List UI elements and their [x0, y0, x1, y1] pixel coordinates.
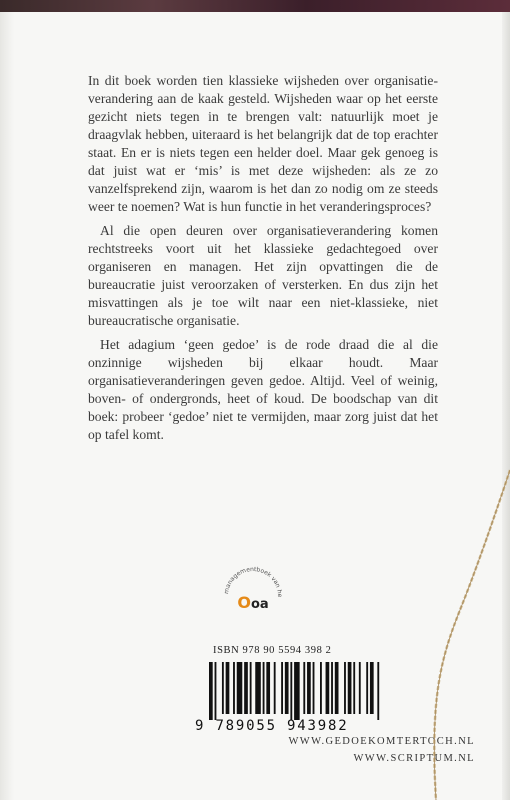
barcode-bar: [377, 662, 379, 720]
barcode-bar: [281, 662, 283, 714]
barcode-bar: [274, 662, 276, 714]
barcode-bar: [359, 662, 361, 714]
blurb-paragraph-3: Het adagium ‘geen gedoe’ is de rode draad die al die onzinnige wijsheden bij elkaar houdt. Maar organisatieveranderingen geven gedoe. Altijd. Veel of weinig, boven- of ondergronds, heet of koud. De boodschap van dit boek: probeer ‘gedoe’ niet te vermijden, maar zorg juist dat het op tafel komt.: [88, 337, 438, 442]
back-cover-blurb: [88, 72, 438, 450]
spine-shadow: [0, 12, 14, 800]
barcode-bar: [244, 662, 248, 714]
award-mark: [231, 594, 275, 612]
barcode-bar: [290, 662, 292, 720]
barcode-bar: [237, 662, 243, 714]
barcode-bar: [335, 662, 339, 714]
barcode-bar: [366, 662, 368, 714]
barcode-bar: [307, 662, 311, 714]
barcode-bar: [250, 662, 252, 714]
barcode-bar: [344, 662, 346, 714]
isbn-label: ISBN 978 90 5594 398 2: [213, 645, 332, 656]
top-cover-edge: [0, 0, 510, 12]
isbn-barcode: [205, 662, 445, 720]
award-logo: [218, 560, 288, 630]
website-gedoekomtertoch[interactable]: WWW.GEDOEKOMTERTOCH.NL: [288, 736, 475, 747]
award-mark-o: O: [237, 593, 251, 612]
barcode-bar: [209, 662, 213, 720]
barcode-bar: [266, 662, 270, 714]
barcode-bar: [285, 662, 289, 714]
barcode-bar: [294, 662, 300, 720]
blurb-paragraph-1: In dit boek worden tien klassieke wijsheden over organisatieverandering aan de kaak gesteld. Wijsheden waar op het eerste gezicht niets tegen in te brengen valt: natuurlijk moet je draagvlak hebben, uiteraard is het belangrijk dat de top erachter staat. En er is niets tegen een helder doel. Maar gek genoeg is dat juist wat er ‘mis’ is met deze wijsheden: als ze zo vanzelfsprekend zijn, waarom is het dan zo nodig om ze steeds weer te noemen? Wat is hun functie in het veranderingsproces?: [88, 73, 438, 214]
barcode-bar: [255, 662, 261, 714]
barcode-bar: [353, 662, 355, 714]
svg-text:managementboek van het jaar: managementboek van he: [222, 565, 284, 598]
blurb-paragraph-2: Al die open deuren over organisatieverandering komen rechtstreeks voort uit het klassieke gedachtegoed over organiseren en managen. Het zijn opvattingen die de bureaucratie juist veroorzaken of versterken. En dus zijn het misvattingen als je toe wilt naar een niet-klassieke, niet bureaucratische organisatie.: [88, 223, 438, 328]
barcode-bar: [233, 662, 235, 714]
website-scriptum[interactable]: WWW.SCRIPTUM.NL: [353, 753, 475, 764]
barcode-bar: [263, 662, 265, 714]
barcode-bar: [348, 662, 352, 714]
barcode-digits: 9 789055 943982: [195, 718, 349, 734]
barcode-bar: [226, 662, 230, 714]
barcode-bar: [303, 662, 305, 714]
barcode-bar: [331, 662, 333, 714]
barcode-bar: [370, 662, 374, 714]
award-mark-oa: oa: [250, 597, 269, 612]
barcode-bar: [326, 662, 330, 714]
cover-right-edge: [502, 12, 510, 800]
barcode-bar: [222, 662, 224, 714]
barcode-bar: [313, 662, 315, 714]
barcode-bar: [320, 662, 322, 714]
barcode-bar: [215, 662, 217, 720]
